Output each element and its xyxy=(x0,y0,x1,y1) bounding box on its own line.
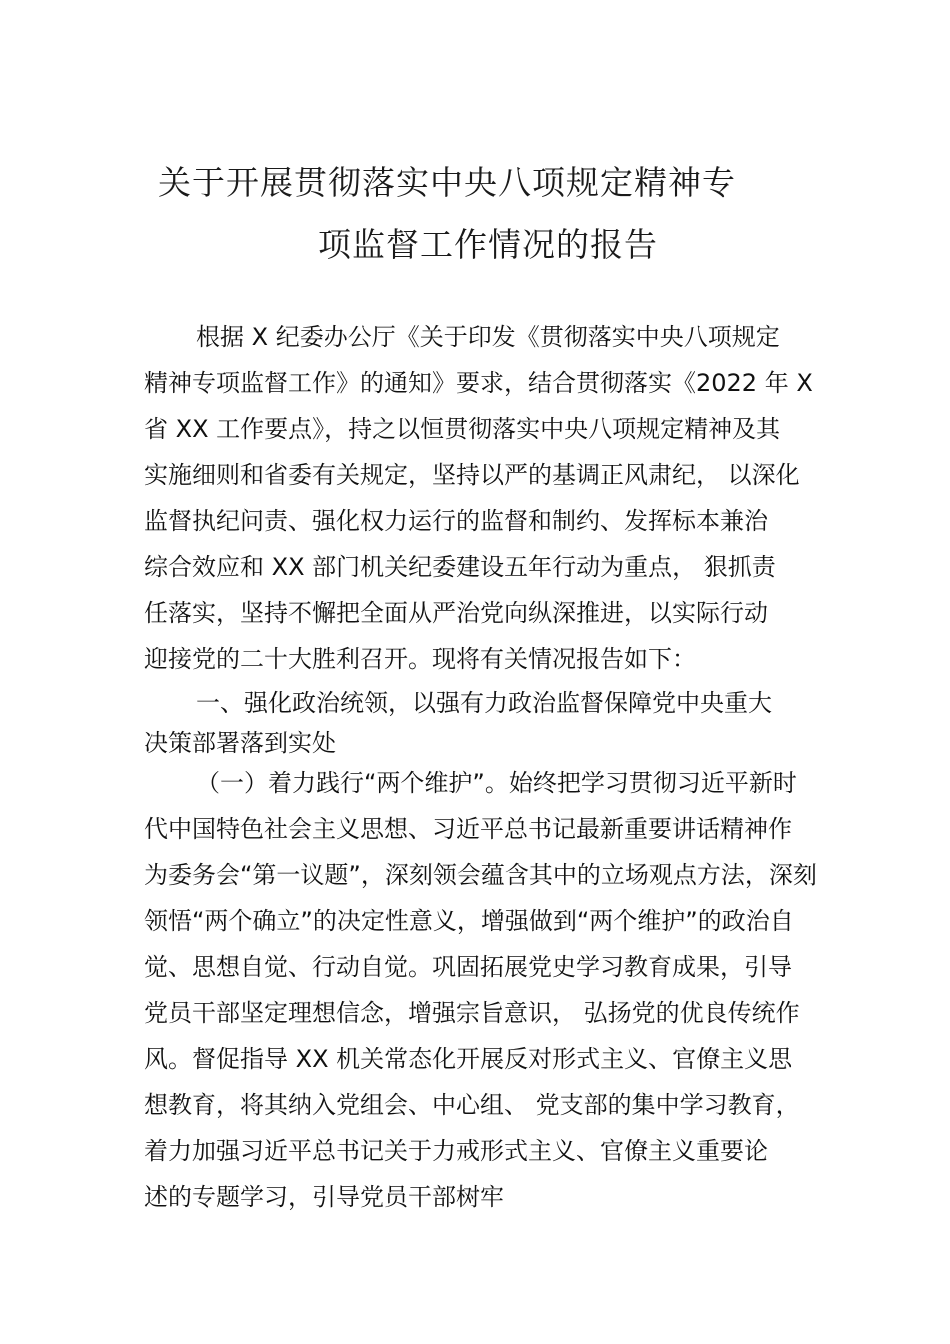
section-heading-line: 一、强化政治统领，以强有力政治监督保障党中央重大 xyxy=(196,689,772,717)
document-title-line-1: 关于开展贯彻落实中央八项规定精神专 xyxy=(158,163,736,202)
body-line: 着力加强习近平总书记关于力戒形式主义、官僚主义重要论 xyxy=(144,1137,768,1165)
body-line: 觉、思想自觉、行动自觉。巩固拓展党史学习教育成果，引导 xyxy=(144,953,792,981)
body-line: 述的专题学习，引导党员干部树牢 xyxy=(144,1183,504,1211)
body-line: 省 XX 工作要点》，持之以恒贯彻落实中央八项规定精神及其 xyxy=(144,415,781,443)
document-title-line-2: 项监督工作情况的报告 xyxy=(318,225,658,264)
body-line: 为委务会“第一议题”，深刻领会蕴含其中的立场观点方法，深刻 xyxy=(144,861,817,889)
body-line: 迎接党的二十大胜利召开。现将有关情况报告如下： xyxy=(144,645,696,673)
body-line: 监督执纪问责、强化权力运行的监督和制约、发挥标本兼治 xyxy=(144,507,768,535)
body-line: 领悟“两个确立”的决定性意义，增强做到“两个维护”的政治自 xyxy=(144,907,794,935)
body-line: 任落实，坚持不懈把全面从严治党向纵深推进，以实际行动 xyxy=(144,599,768,627)
body-line: 综合效应和 XX 部门机关纪委建设五年行动为重点， 狠抓责 xyxy=(144,553,776,581)
body-line: 实施细则和省委有关规定，坚持以严的基调正风肃纪， 以深化 xyxy=(144,461,800,489)
body-line: 代中国特色社会主义思想、习近平总书记最新重要讲话精神作 xyxy=(144,815,792,843)
body-line: 党员干部坚定理想信念，增强宗旨意识， 弘扬党的优良传统作 xyxy=(144,999,800,1027)
body-line: 精神专项监督工作》的通知》要求，结合贯彻落实《2022 年 X xyxy=(144,369,813,397)
body-line: （一）着力践行“两个维护”。始终把学习贯彻习近平新时 xyxy=(196,769,797,797)
body-line: 风。督促指导 XX 机关常态化开展反对形式主义、官僚主义思 xyxy=(144,1045,793,1073)
body-line: 根据 X 纪委办公厅《关于印发《贯彻落实中央八项规定 xyxy=(196,323,780,351)
section-heading-line: 决策部署落到实处 xyxy=(144,729,336,757)
body-line: 想教育，将其纳入党组会、中心组、 党支部的集中学习教育， xyxy=(144,1091,800,1119)
